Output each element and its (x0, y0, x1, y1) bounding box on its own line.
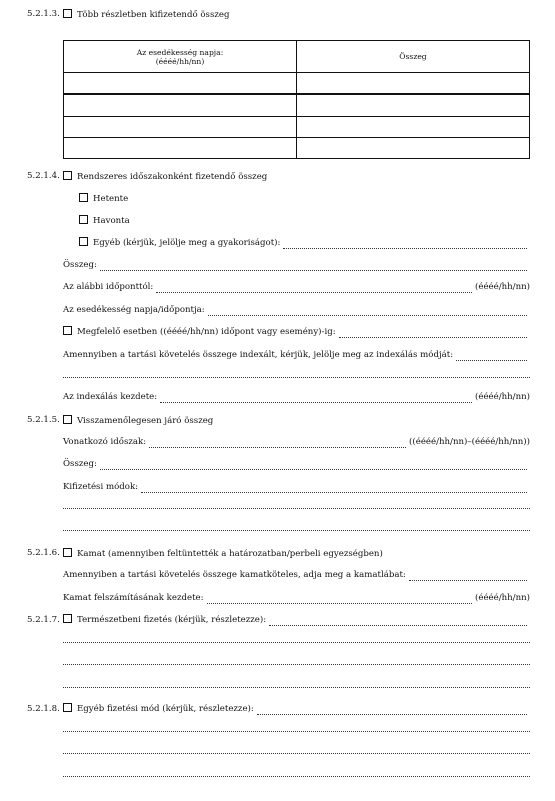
in-kind-line[interactable] (63, 687, 530, 688)
interest-rate-label: Amennyiben a tartási követelés összege kamatköteles, adja meg a kamatlábat: (63, 570, 406, 580)
index-start-row (63, 392, 530, 403)
until-field[interactable] (339, 329, 527, 338)
section-number-5214: 5.2.1.4. (27, 171, 60, 181)
interest-start-field[interactable] (207, 595, 472, 604)
table-cell-amount[interactable] (297, 94, 530, 116)
payment-methods-row (63, 482, 530, 493)
due-date-field[interactable] (208, 307, 527, 316)
amount-row-5215 (63, 459, 530, 470)
section-number-5218: 5.2.1.8. (27, 704, 60, 714)
indexation-field[interactable] (456, 352, 527, 361)
other-frequency-checkbox[interactable] (79, 237, 88, 246)
multi-installment-checkbox[interactable] (63, 9, 72, 18)
section-number-5217: 5.2.1.7. (27, 615, 60, 625)
indexation-field-line[interactable] (63, 377, 530, 378)
section-5218-label: Egyéb fizetési mód (kérjük, részletezze): (77, 704, 254, 714)
table-cell-due-date[interactable] (64, 137, 297, 158)
other-payment-line[interactable] (63, 776, 530, 777)
index-start-format: (éééé/hh/nn) (475, 392, 530, 402)
due-date-label: Az esedékesség napja/időpontja: (63, 305, 205, 315)
interest-rate-field[interactable] (409, 572, 527, 581)
until-checkbox[interactable] (63, 326, 72, 335)
installment-table (63, 40, 530, 159)
payment-methods-field[interactable] (141, 484, 527, 493)
weekly-label: Hetente (93, 194, 129, 204)
amount-column-header: Összeg (297, 41, 530, 73)
retroactive-checkbox[interactable] (63, 415, 72, 424)
interest-start-label: Kamat felszámításának kezdete: (63, 593, 204, 603)
in-kind-checkbox[interactable] (63, 614, 72, 623)
table-cell-amount[interactable] (297, 116, 530, 137)
from-date-format: (éééé/hh/nn) (475, 282, 530, 292)
due-date-column-header (64, 41, 297, 73)
amount-row-5214 (63, 260, 530, 271)
table-cell-amount[interactable] (297, 137, 530, 158)
section-number-5216: 5.2.1.6. (27, 548, 60, 558)
index-start-label: Az indexálás kezdete: (63, 392, 158, 402)
interest-start-format: (éééé/hh/nn) (475, 593, 530, 603)
section-5216-heading (63, 548, 383, 560)
due-date-row (63, 305, 530, 316)
until-label: Megfelelő esetben ((éééé/hh/nn) időpont vagy esemény)-ig: (77, 327, 336, 337)
table-cell-due-date[interactable] (64, 116, 297, 137)
amount-field[interactable] (100, 262, 527, 271)
section-number-5215: 5.2.1.5. (27, 415, 60, 425)
from-date-label: Az alábbi időponttól: (63, 282, 154, 292)
retro-amount-field[interactable] (100, 461, 527, 470)
payment-methods-label: Kifizetési módok: (63, 482, 139, 492)
section-5214-heading (63, 171, 267, 183)
other-frequency-field[interactable] (283, 240, 527, 249)
section-5213-label: Több részletben kifizetendő összeg (77, 10, 230, 20)
due-date-header-line1: Az esedékesség napja: (136, 47, 224, 57)
in-kind-line[interactable] (63, 664, 530, 665)
monthly-label: Havonta (93, 216, 130, 226)
table-cell-due-date[interactable] (64, 94, 297, 116)
section-5214-label: Rendszeres időszakonként fizetendő összeg (77, 172, 268, 182)
section-5218-row (63, 704, 530, 715)
period-row (63, 437, 530, 448)
section-5217-label: Természetbeni fizetés (kérjük, részletezze): (77, 615, 267, 625)
other-payment-checkbox[interactable] (63, 703, 72, 712)
other-frequency-label: Egyéb (kérjük, jelölje meg a gyakoriságot): (93, 238, 281, 248)
amount-label: Összeg: (63, 260, 97, 270)
payment-methods-line[interactable] (63, 530, 530, 531)
period-field[interactable] (149, 439, 406, 448)
table-cell-due-date[interactable] (64, 73, 297, 95)
index-start-field[interactable] (160, 394, 472, 403)
section-5217-row (63, 615, 530, 626)
period-label: Vonatkozó időszak: (63, 437, 147, 447)
interest-start-row (63, 593, 530, 604)
interest-rate-row (63, 570, 530, 581)
in-kind-field[interactable] (269, 617, 527, 626)
monthly-option (79, 215, 130, 227)
section-5213-heading (63, 9, 229, 21)
other-payment-line[interactable] (63, 731, 530, 732)
other-payment-line[interactable] (63, 753, 530, 754)
payment-methods-line[interactable] (63, 508, 530, 509)
weekly-option (79, 193, 128, 205)
table-cell-amount[interactable] (297, 73, 530, 95)
section-5215-heading (63, 415, 213, 427)
until-row (63, 327, 530, 338)
due-date-header-line2: (éééé/hh/nn) (155, 56, 205, 66)
period-format: ((éééé/hh/nn)–(éééé/hh/nn)) (409, 437, 530, 447)
interest-checkbox[interactable] (63, 548, 72, 557)
retro-amount-label: Összeg: (63, 459, 97, 469)
from-date-field[interactable] (156, 284, 472, 293)
section-5216-label: Kamat (amennyiben feltüntették a határozatban/perbeli egyezségben) (77, 549, 383, 559)
other-frequency-row (79, 238, 530, 249)
weekly-checkbox[interactable] (79, 193, 88, 202)
in-kind-line[interactable] (63, 642, 530, 643)
indexation-label: Amennyiben a tartási követelés összege indexált, kérjük, jelölje meg az indexálás módját: (63, 350, 454, 360)
section-5215-label: Visszamenőlegesen járó összeg (77, 416, 214, 426)
monthly-checkbox[interactable] (79, 215, 88, 224)
from-date-row (63, 282, 530, 293)
periodic-payment-checkbox[interactable] (63, 171, 72, 180)
section-number-5213: 5.2.1.3. (27, 9, 60, 19)
other-payment-field[interactable] (257, 706, 527, 715)
indexation-row (63, 350, 530, 361)
